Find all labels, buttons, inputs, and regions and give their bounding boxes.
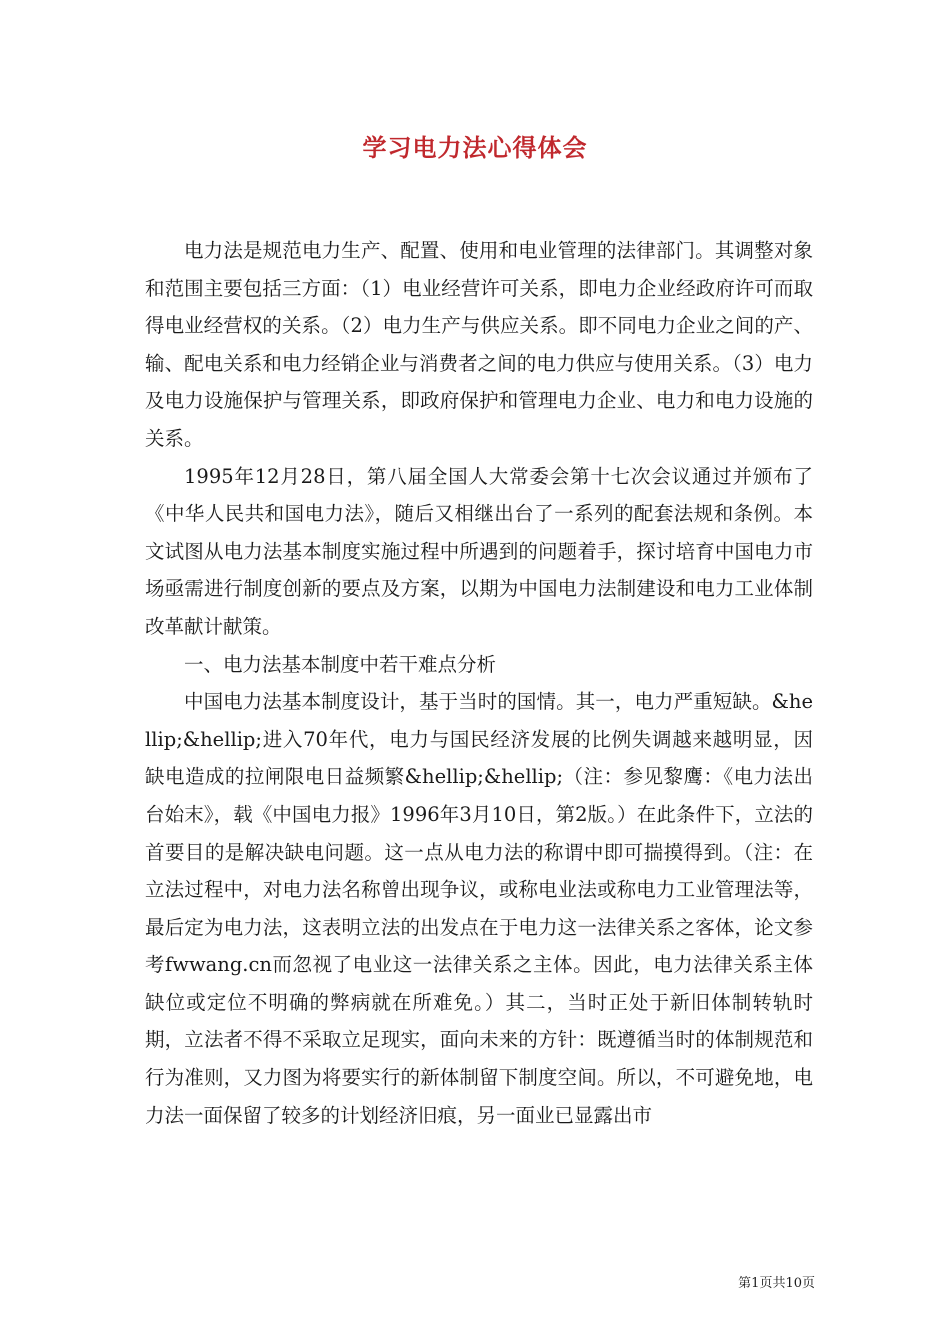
document-title: 学习电力法心得体会 — [362, 133, 588, 162]
section-heading: 一、电力法基本制度中若干难点分析 — [184, 652, 497, 676]
paragraph-analysis: 中国电力法基本制度设计，基于当时的国情。其一，电力严重短缺。&hellip;&hellip;进入70年代，电力与国民经济发展的比例失调越来越明显，因缺电造成的拉闸限电日益频繁&hellip;&hellip;（注：参见黎鹰：《电力法出台始末》，载《中国电力报》1996年3月10日，第2版。）在此条件下，立法的首要目的是解决缺电问题。这一点从电力法的称谓中即可揣摸得到。（注：在立法过程中，对电力法名称曾出现争议，或称电业法或称电力工业管理法等，最后定为电力法，这表明立法的出发点在于电力这一法律关系之客体，论文参考fwwang.cn而忽视了电业这一法律关系之主体。因此，电力法律关系主体缺位或定位不明确的弊病就在所难免。）其二，当时正处于新旧体制转轨时期，立法者不得不采取立足现实，面向未来的方针：既遵循当时的体制规范和行为准则，又力图为将要实行的新体制留下制度空间。所以，不可避免地，电力法一面保留了较多的计划经济旧痕，另一面业已显露出市 — [145, 690, 813, 1127]
document-body — [145, 232, 813, 1134]
page-number: 第1页共10页 — [738, 1276, 815, 1291]
paragraph-intro: 电力法是规范电力生产、配置、使用和电业管理的法律部门。其调整对象和范围主要包括三方面：（1）电业经营许可关系，即电力企业经政府许可而取得电业经营权的关系。（2）电力生产与供应关系。即不同电力企业之间的产、输、配电关系和电力经销企业与消费者之间的电力供应与使用关系。（3）电力及电力设施保护与管理关系，即政府保护和管理电力企业、电力和电力设施的关系。 — [145, 239, 813, 450]
paragraph-background: 1995年12月28日，第八届全国人大常委会第十七次会议通过并颁布了《中华人民共和国电力法》，随后又相继出台了一系列的配套法规和条例。本文试图从电力法基本制度实施过程中所遇到的问题着手，探讨培育中国电力市场亟需进行制度创新的要点及方案，以期为中国电力法制建设和电力工业体制改革献计献策。 — [145, 464, 813, 638]
